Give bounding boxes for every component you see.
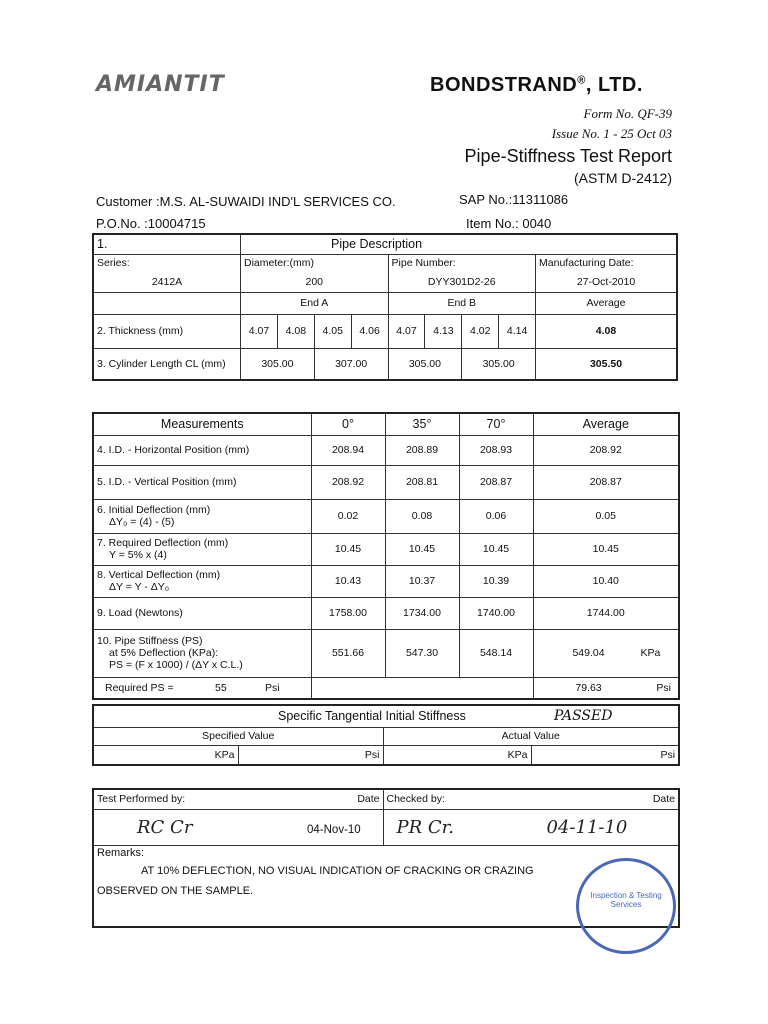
actual-psi-unit-2: Psi — [531, 745, 679, 765]
row-label-line1: 8. Vertical Deflection (mm) — [97, 569, 221, 581]
performed-date-label: Date — [357, 793, 380, 806]
mfg-date-value: 27-Oct-2010 — [536, 272, 677, 292]
section-number: 1. — [93, 234, 241, 254]
row-label-formula: ΔY = Y - ΔY₀ — [109, 581, 170, 593]
row-value: 10.45 — [533, 533, 679, 565]
performed-signature-cell — [93, 809, 383, 845]
sti-result-handwritten: PASSED — [553, 708, 613, 725]
specified-value-header: Specified Value — [93, 727, 383, 745]
required-ps-label: Required PS = — [105, 681, 174, 694]
cylinder-length-a-1: 305.00 — [241, 348, 315, 380]
specified-kpa-unit: KPa — [93, 745, 238, 765]
col-0deg: 0° — [311, 413, 385, 435]
remarks-line-2: OBSERVED ON THE SAMPLE. — [97, 884, 254, 897]
form-number: Form No. QF-39 — [583, 106, 672, 121]
blank-cell — [93, 292, 241, 314]
series-label: Series: — [93, 254, 241, 272]
table-row — [93, 499, 679, 533]
row-value: 208.92 — [311, 465, 385, 499]
ps-average-value: 549.04 — [572, 647, 605, 659]
row-value: 10.37 — [385, 565, 459, 597]
sti-title-cell — [93, 705, 679, 727]
checked-date-label: Date — [652, 793, 675, 806]
ps-value-70deg: 548.14 — [459, 629, 533, 677]
row-label: 4. I.D. - Horizontal Position (mm) — [93, 435, 311, 465]
row-value: 208.89 — [385, 435, 459, 465]
end-b-header: End B — [388, 292, 536, 314]
col-70deg: 70° — [459, 413, 533, 435]
row-value: 1734.00 — [385, 597, 459, 629]
row-value: 0.08 — [385, 499, 459, 533]
row-label-line1: 7. Required Deflection (mm) — [97, 537, 229, 549]
standard-reference: (ASTM D-2412) — [573, 170, 672, 186]
specified-psi-unit: Psi — [238, 745, 383, 765]
average-header: Average — [536, 292, 677, 314]
performed-date-value: 04-Nov-10 — [307, 823, 361, 836]
row-label-formula: Y = 5% x (4) — [109, 549, 167, 561]
amiantit-logo: AMIANTIT — [96, 72, 225, 97]
row-value: 10.45 — [459, 533, 533, 565]
thickness-average: 4.08 — [536, 314, 677, 348]
actual-psi-value: 79.63 — [575, 681, 602, 694]
ps-unit-kpa: KPa — [640, 647, 661, 659]
inspection-stamp: Inspection & Testing Services — [576, 858, 676, 954]
cylinder-length-average: 305.50 — [536, 348, 677, 380]
remarks-label: Remarks: — [97, 846, 145, 859]
ps-label-formula: PS = (F x 1000) / (ΔY x C.L.) — [109, 659, 243, 671]
checked-signature: PR Cr. — [396, 816, 455, 838]
required-ps-value: 55 — [215, 681, 227, 694]
row-value: 208.81 — [385, 465, 459, 499]
report-title: Pipe-Stiffness Test Report — [464, 146, 672, 166]
row-value: 208.92 — [533, 435, 679, 465]
checked-date-handwritten: 04-11-10 — [546, 816, 628, 838]
thickness-label: 2. Thickness (mm) — [93, 314, 241, 348]
row-value: 0.02 — [311, 499, 385, 533]
row-label: 9. Load (Newtons) — [93, 597, 311, 629]
registered-mark: ® — [577, 74, 586, 87]
row-value: 10.40 — [533, 565, 679, 597]
blank-cell — [311, 677, 533, 699]
table-row — [93, 533, 679, 565]
required-ps-unit: Psi — [265, 681, 280, 694]
performed-signature: RC Cr — [137, 816, 193, 838]
pipe-number-value: DYY301D2-26 — [388, 272, 536, 292]
item-number-field: Item No.: 0040 — [466, 216, 552, 231]
row-value: 10.39 — [459, 565, 533, 597]
end-a-header: End A — [241, 292, 389, 314]
actual-psi-unit: Psi — [656, 681, 671, 694]
diameter-value: 200 — [241, 272, 389, 292]
thickness-a-3: 4.05 — [314, 314, 351, 348]
po-number-field: P.O.No. :10004715 — [96, 216, 206, 231]
checked-signature-cell — [383, 809, 679, 845]
issue-number: Issue No. 1 - 25 Oct 03 — [551, 126, 672, 141]
ps-label-line1: 10. Pipe Stiffness (PS) — [97, 635, 203, 647]
measurements-table — [92, 412, 680, 700]
row-value: 10.45 — [385, 533, 459, 565]
measurements-header: Measurements — [93, 413, 311, 435]
row-label-line1: 6. Initial Deflection (mm) — [97, 504, 211, 516]
performed-by-label: Test Performed by: — [97, 793, 186, 806]
required-ps-row — [93, 677, 679, 699]
sap-number-field: SAP No.:11311086 — [459, 192, 569, 207]
thickness-b-3: 4.02 — [462, 314, 499, 348]
actual-psi-cell — [533, 677, 679, 699]
cylinder-length-label: 3. Cylinder Length CL (mm) — [93, 348, 241, 380]
row-value: 0.05 — [533, 499, 679, 533]
row-value: 10.43 — [311, 565, 385, 597]
row-value: 208.94 — [311, 435, 385, 465]
company-suffix: , LTD. — [585, 74, 643, 96]
row-label — [93, 499, 311, 533]
table-row — [93, 565, 679, 597]
ps-value-0deg: 551.66 — [311, 629, 385, 677]
row-value: 208.87 — [459, 465, 533, 499]
ps-average — [533, 629, 679, 677]
sti-title: Specific Tangential Initial Stiffness — [278, 709, 466, 724]
row-value: 1740.00 — [459, 597, 533, 629]
row-label: 5. I.D. - Vertical Position (mm) — [93, 465, 311, 499]
pipe-stiffness-label — [93, 629, 311, 677]
thickness-a-4: 4.06 — [351, 314, 388, 348]
mfg-date-label: Manufacturing Date: — [536, 254, 677, 272]
row-value: 10.45 — [311, 533, 385, 565]
cylinder-length-b-1: 305.00 — [388, 348, 462, 380]
ps-label-line2: at 5% Deflection (KPa): — [109, 647, 219, 659]
row-value: 1758.00 — [311, 597, 385, 629]
required-ps-cell — [93, 677, 311, 699]
cylinder-length-b-2: 305.00 — [462, 348, 536, 380]
row-value: 208.93 — [459, 435, 533, 465]
row-value: 0.06 — [459, 499, 533, 533]
cylinder-length-a-2: 307.00 — [314, 348, 388, 380]
col-35deg: 35° — [385, 413, 459, 435]
row-value: 1744.00 — [533, 597, 679, 629]
pipe-stiffness-row — [93, 629, 679, 677]
remarks-line-1: AT 10% DEFLECTION, NO VISUAL INDICATION OF CRACKING OR CRAZING — [141, 864, 534, 877]
table-row — [93, 435, 679, 465]
sti-table — [92, 704, 680, 766]
ps-value-35deg: 547.30 — [385, 629, 459, 677]
performed-by-cell — [93, 789, 383, 809]
pipe-description-table — [92, 233, 678, 381]
col-average: Average — [533, 413, 679, 435]
pipe-number-label: Pipe Number: — [388, 254, 536, 272]
actual-value-header: Actual Value — [383, 727, 679, 745]
customer-field: Customer :M.S. AL-SUWAIDI IND'L SERVICES CO. — [96, 194, 396, 209]
company-name-main: BONDSTRAND — [430, 74, 578, 96]
table-row — [93, 597, 679, 629]
thickness-b-1: 4.07 — [388, 314, 425, 348]
row-value: 208.87 — [533, 465, 679, 499]
actual-kpa-unit: KPa — [383, 745, 531, 765]
thickness-a-2: 4.08 — [277, 314, 314, 348]
table-row — [93, 465, 679, 499]
company-name — [430, 74, 643, 97]
checked-by-label: Checked by: — [386, 793, 445, 806]
pipe-description-title: Pipe Description — [241, 234, 677, 254]
row-label — [93, 533, 311, 565]
row-label-formula: ΔY₀ = (4) - (5) — [109, 516, 175, 528]
series-value: 2412A — [93, 272, 241, 292]
thickness-b-2: 4.13 — [425, 314, 462, 348]
thickness-a-1: 4.07 — [241, 314, 278, 348]
diameter-label: Diameter:(mm) — [241, 254, 389, 272]
checked-by-cell — [383, 789, 679, 809]
row-label — [93, 565, 311, 597]
thickness-b-4: 4.14 — [499, 314, 536, 348]
